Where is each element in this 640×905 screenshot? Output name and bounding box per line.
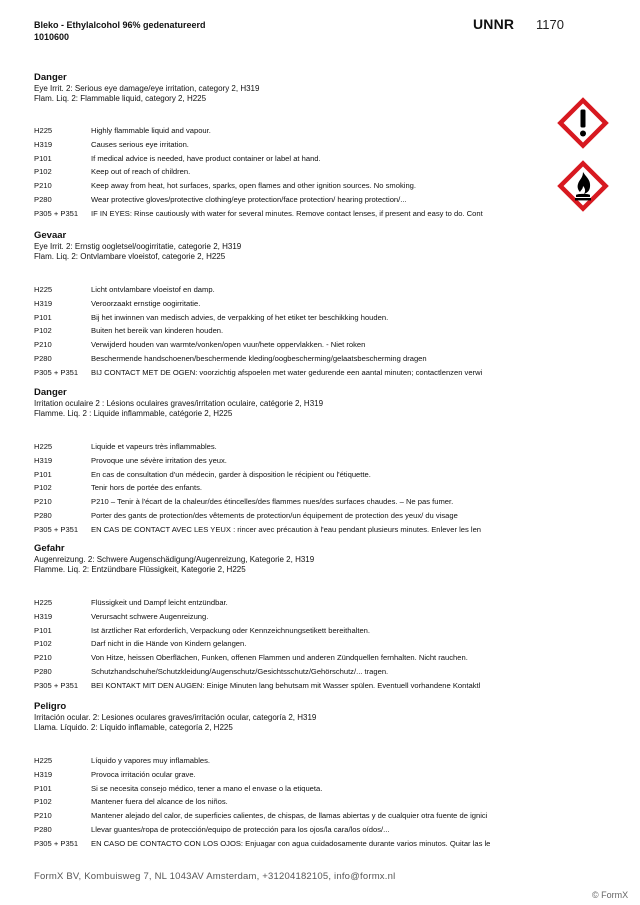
statement-text: Llevar guantes/ropa de protección/equipo de protección para los ojos/la cara/los oídos/... [91, 824, 390, 834]
statement-code: P280 [34, 194, 52, 204]
statement-text: Tenir hors de portée des enfants. [91, 483, 203, 493]
statement-row [34, 440, 546, 454]
statement-code: H225 [34, 285, 53, 294]
flame-icon [556, 159, 610, 213]
unnr-label: UNNR [473, 16, 515, 32]
statement-code: P101 [34, 625, 52, 635]
ghs-pictograms [556, 96, 610, 222]
hazard-class: Flam. Liq. 2: Ontvlambare vloeistof, categorie 2, H225 [34, 252, 226, 261]
statement-list [34, 754, 546, 851]
statement-text: Von Hitze, heissen Oberflächen, Funken, offenen Flammen und anderen Zündquellen fernhalten. Nicht rauchen. [91, 653, 468, 663]
statement-text: Darf nicht in die Hände von Kindern gelangen. [91, 639, 247, 649]
statement-row [34, 809, 546, 823]
hazard-section-nl [34, 230, 546, 380]
statement-row [34, 124, 546, 138]
statement-text: P210 – Tenir à l'écart de la chaleur/des étincelles/des flammes nues/des surfaces chaudes. – Ne pas fumer. [91, 497, 454, 507]
statement-code: P102 [34, 639, 52, 649]
statement-text: Líquido y vapores muy inflamables. [91, 756, 211, 765]
statement-text: En cas de consultation d'un médecin, garder à disposition le récipient ou l'étiquette. [91, 469, 371, 479]
statement-code: P101 [34, 469, 52, 479]
statement-code: H225 [34, 442, 53, 451]
signal-word: Peligro [34, 701, 67, 712]
hazard-class: Flamme. Liq. 2: Entzündbare Flüssigkeit, Kategorie 2, H225 [34, 565, 246, 574]
statement-code: P102 [34, 797, 52, 807]
statement-code: H225 [34, 598, 53, 607]
hazard-class: Eye Irrit. 2: Serious eye damage/eye irritation, category 2, H319 [34, 84, 260, 93]
hazard-class: Irritación ocular. 2: Lesiones oculares graves/irritación ocular, categoría 2, H319 [34, 713, 317, 722]
statement-row [34, 665, 546, 679]
statement-text: Ist ärztlicher Rat erforderlich, Verpackung oder Kennzeichnungsetikett bereithalten. [91, 625, 371, 635]
statement-row [34, 610, 546, 624]
product-name: Bleko - Ethylalcohol 96% gedenatureerd [34, 20, 206, 30]
statement-code: P101 [34, 312, 52, 322]
statement-row [34, 366, 546, 380]
statement-row [34, 768, 546, 782]
statement-text: Mantener fuera del alcance de los niños. [91, 797, 228, 807]
signal-word: Danger [34, 387, 67, 398]
statement-row [34, 481, 546, 495]
statement-row [34, 311, 546, 325]
statement-text: IF IN EYES: Rinse cautiously with water for several minutes. Remove contact lenses, if present and easy to do. Cont [91, 208, 483, 218]
statement-row [34, 624, 546, 638]
statement-code: P280 [34, 510, 52, 520]
statement-list [34, 440, 546, 537]
statement-row [34, 509, 546, 523]
statement-code: P102 [34, 483, 52, 493]
statement-code: P280 [34, 353, 52, 363]
statement-code: P210 [34, 653, 52, 663]
statement-text: Provoque une sévère irritation des yeux. [91, 455, 227, 465]
statement-code: P280 [34, 824, 52, 834]
statement-text: Verursacht schwere Augenreizung. [91, 611, 209, 621]
statement-text: Verwijderd houden van warmte/vonken/open vuur/hete oppervlakken. - Niet roken [91, 340, 366, 350]
statement-code: P305 + P351 [34, 367, 79, 377]
statement-code: H319 [34, 769, 53, 779]
statement-row [34, 165, 546, 179]
statement-row [34, 495, 546, 509]
statement-code: P210 [34, 497, 52, 507]
statement-row [34, 297, 546, 311]
statement-row [34, 152, 546, 166]
statement-row [34, 193, 546, 207]
statement-row [34, 338, 546, 352]
statement-text: BEI KONTAKT MIT DEN AUGEN: Einige Minuten lang behutsam mit Wasser spülen. Eventuell vorhandene Kontaktl [91, 680, 481, 690]
statement-text: Buiten het bereik van kinderen houden. [91, 326, 224, 336]
statement-row [34, 468, 546, 482]
statement-row [34, 596, 546, 610]
hazard-class: Flam. Liq. 2: Flammable liquid, category 2, H225 [34, 94, 207, 103]
statement-text: Beschermende handschoenen/beschermende kleding/oogbescherming/gelaatsbescherming dragen [91, 353, 427, 363]
statement-row [34, 823, 546, 837]
statement-list [34, 124, 546, 221]
statement-code: H319 [34, 298, 53, 308]
statement-code: P305 + P351 [34, 838, 79, 848]
statement-row [34, 352, 546, 366]
hazard-class: Eye Irrit. 2: Ernstig oogletsel/oogirritatie, categorie 2, H319 [34, 242, 242, 251]
statement-code: P305 + P351 [34, 208, 79, 218]
statement-code: P102 [34, 167, 52, 177]
hazard-section-es [34, 701, 546, 851]
statement-list [34, 596, 546, 693]
statement-text: EN CASO DE CONTACTO CON LOS OJOS: Enjuagar con agua cuidadosamente durante varios minutos. Quitar las le [91, 838, 491, 848]
statement-row [34, 207, 546, 221]
statement-code: P305 + P351 [34, 680, 79, 690]
statement-text: Causes serious eye irritation. [91, 139, 189, 149]
statement-row [34, 837, 546, 851]
statement-text: Keep out of reach of children. [91, 167, 191, 177]
hazard-section-de [34, 543, 546, 693]
statement-row [34, 651, 546, 665]
statement-code: P280 [34, 666, 52, 676]
hazard-section-en [34, 72, 546, 221]
statement-code: H319 [34, 455, 53, 465]
statement-row [34, 179, 546, 193]
statement-row [34, 283, 546, 297]
statement-code: H225 [34, 126, 53, 135]
statement-text: Liquide et vapeurs très inflammables. [91, 442, 217, 451]
statement-text: Flüssigkeit und Dampf leicht entzündbar. [91, 598, 228, 607]
hazard-class: Flamme. Liq. 2 : Liquide inflammable, catégorie 2, H225 [34, 409, 233, 418]
statement-text: Si se necesita consejo médico, tener a mano el envase o la etiqueta. [91, 783, 323, 793]
copyright-notice: © FormX [592, 890, 629, 900]
statement-text: Keep away from heat, hot surfaces, sparks, open flames and other ignition sources. No smoking. [91, 181, 417, 191]
signal-word: Danger [34, 72, 67, 83]
hazard-class: Llama. Líquido. 2: Líquido inflamable, categoría 2, H225 [34, 723, 233, 732]
statement-text: Porter des gants de protection/des vêtements de protection/un équipement de protection des yeux/ du visage [91, 510, 458, 520]
statement-code: P101 [34, 783, 52, 793]
statement-code: P102 [34, 326, 52, 336]
statement-row [34, 324, 546, 338]
statement-row [34, 679, 546, 693]
statement-row [34, 138, 546, 152]
company-footer: FormX BV, Kombuisweg 7, NL 1043AV Amsterdam, +31204182105, info@formx.nl [34, 871, 396, 882]
statement-row [34, 795, 546, 809]
statement-text: Schutzhandschuhe/Schutzkleidung/Augenschutz/Gesichtsschutz/Gehörschutz/... tragen. [91, 666, 389, 676]
unnr-number: 1170 [536, 17, 564, 32]
exclamation-mark-icon [556, 96, 610, 150]
statement-text: Bij het inwinnen van medisch advies, de verpakking of het etiket ter beschikking houden. [91, 312, 389, 322]
product-code: 1010600 [34, 32, 70, 42]
statement-text: Mantener alejado del calor, de superficies calientes, de chispas, de llamas abiertas y de cualquier otra fuente de ignici [91, 811, 488, 821]
statement-code: P210 [34, 340, 52, 350]
statement-row [34, 454, 546, 468]
statement-code: H225 [34, 756, 53, 765]
statement-row [34, 523, 546, 537]
statement-text: BIJ CONTACT MET DE OGEN: voorzichtig afspoelen met water gedurende een aantal minuten; contactlenzen verwi [91, 367, 483, 377]
statement-row [34, 782, 546, 796]
statement-text: Licht ontvlambare vloeistof en damp. [91, 285, 215, 294]
statement-list [34, 283, 546, 380]
statement-code: P210 [34, 181, 52, 191]
signal-word: Gevaar [34, 230, 67, 241]
statement-text: EN CAS DE CONTACT AVEC LES YEUX : rincer avec précaution à l'eau pendant plusieurs minutes. Enlever les len [91, 524, 482, 534]
signal-word: Gefahr [34, 543, 65, 554]
statement-text: Provoca irritación ocular grave. [91, 769, 196, 779]
statement-row [34, 637, 546, 651]
statement-code: H319 [34, 611, 53, 621]
statement-row [34, 754, 546, 768]
statement-code: P305 + P351 [34, 524, 79, 534]
statement-text: If medical advice is needed, have product container or label at hand. [91, 153, 321, 163]
hazard-class: Irritation oculaire 2 : Lésions oculaires graves/irritation oculaire, catégorie 2, H319 [34, 399, 324, 408]
statement-text: Veroorzaakt ernstige oogirritatie. [91, 298, 201, 308]
statement-code: P210 [34, 811, 52, 821]
hazard-class: Augenreizung. 2: Schwere Augenschädigung/Augenreizung, Kategorie 2, H319 [34, 555, 315, 564]
statement-code: P101 [34, 153, 52, 163]
hazard-section-fr [34, 387, 546, 537]
statement-code: H319 [34, 139, 53, 149]
statement-text: Highly flammable liquid and vapour. [91, 126, 211, 135]
statement-text: Wear protective gloves/protective clothing/eye protection/face protection/ hearing protection/... [91, 194, 407, 204]
